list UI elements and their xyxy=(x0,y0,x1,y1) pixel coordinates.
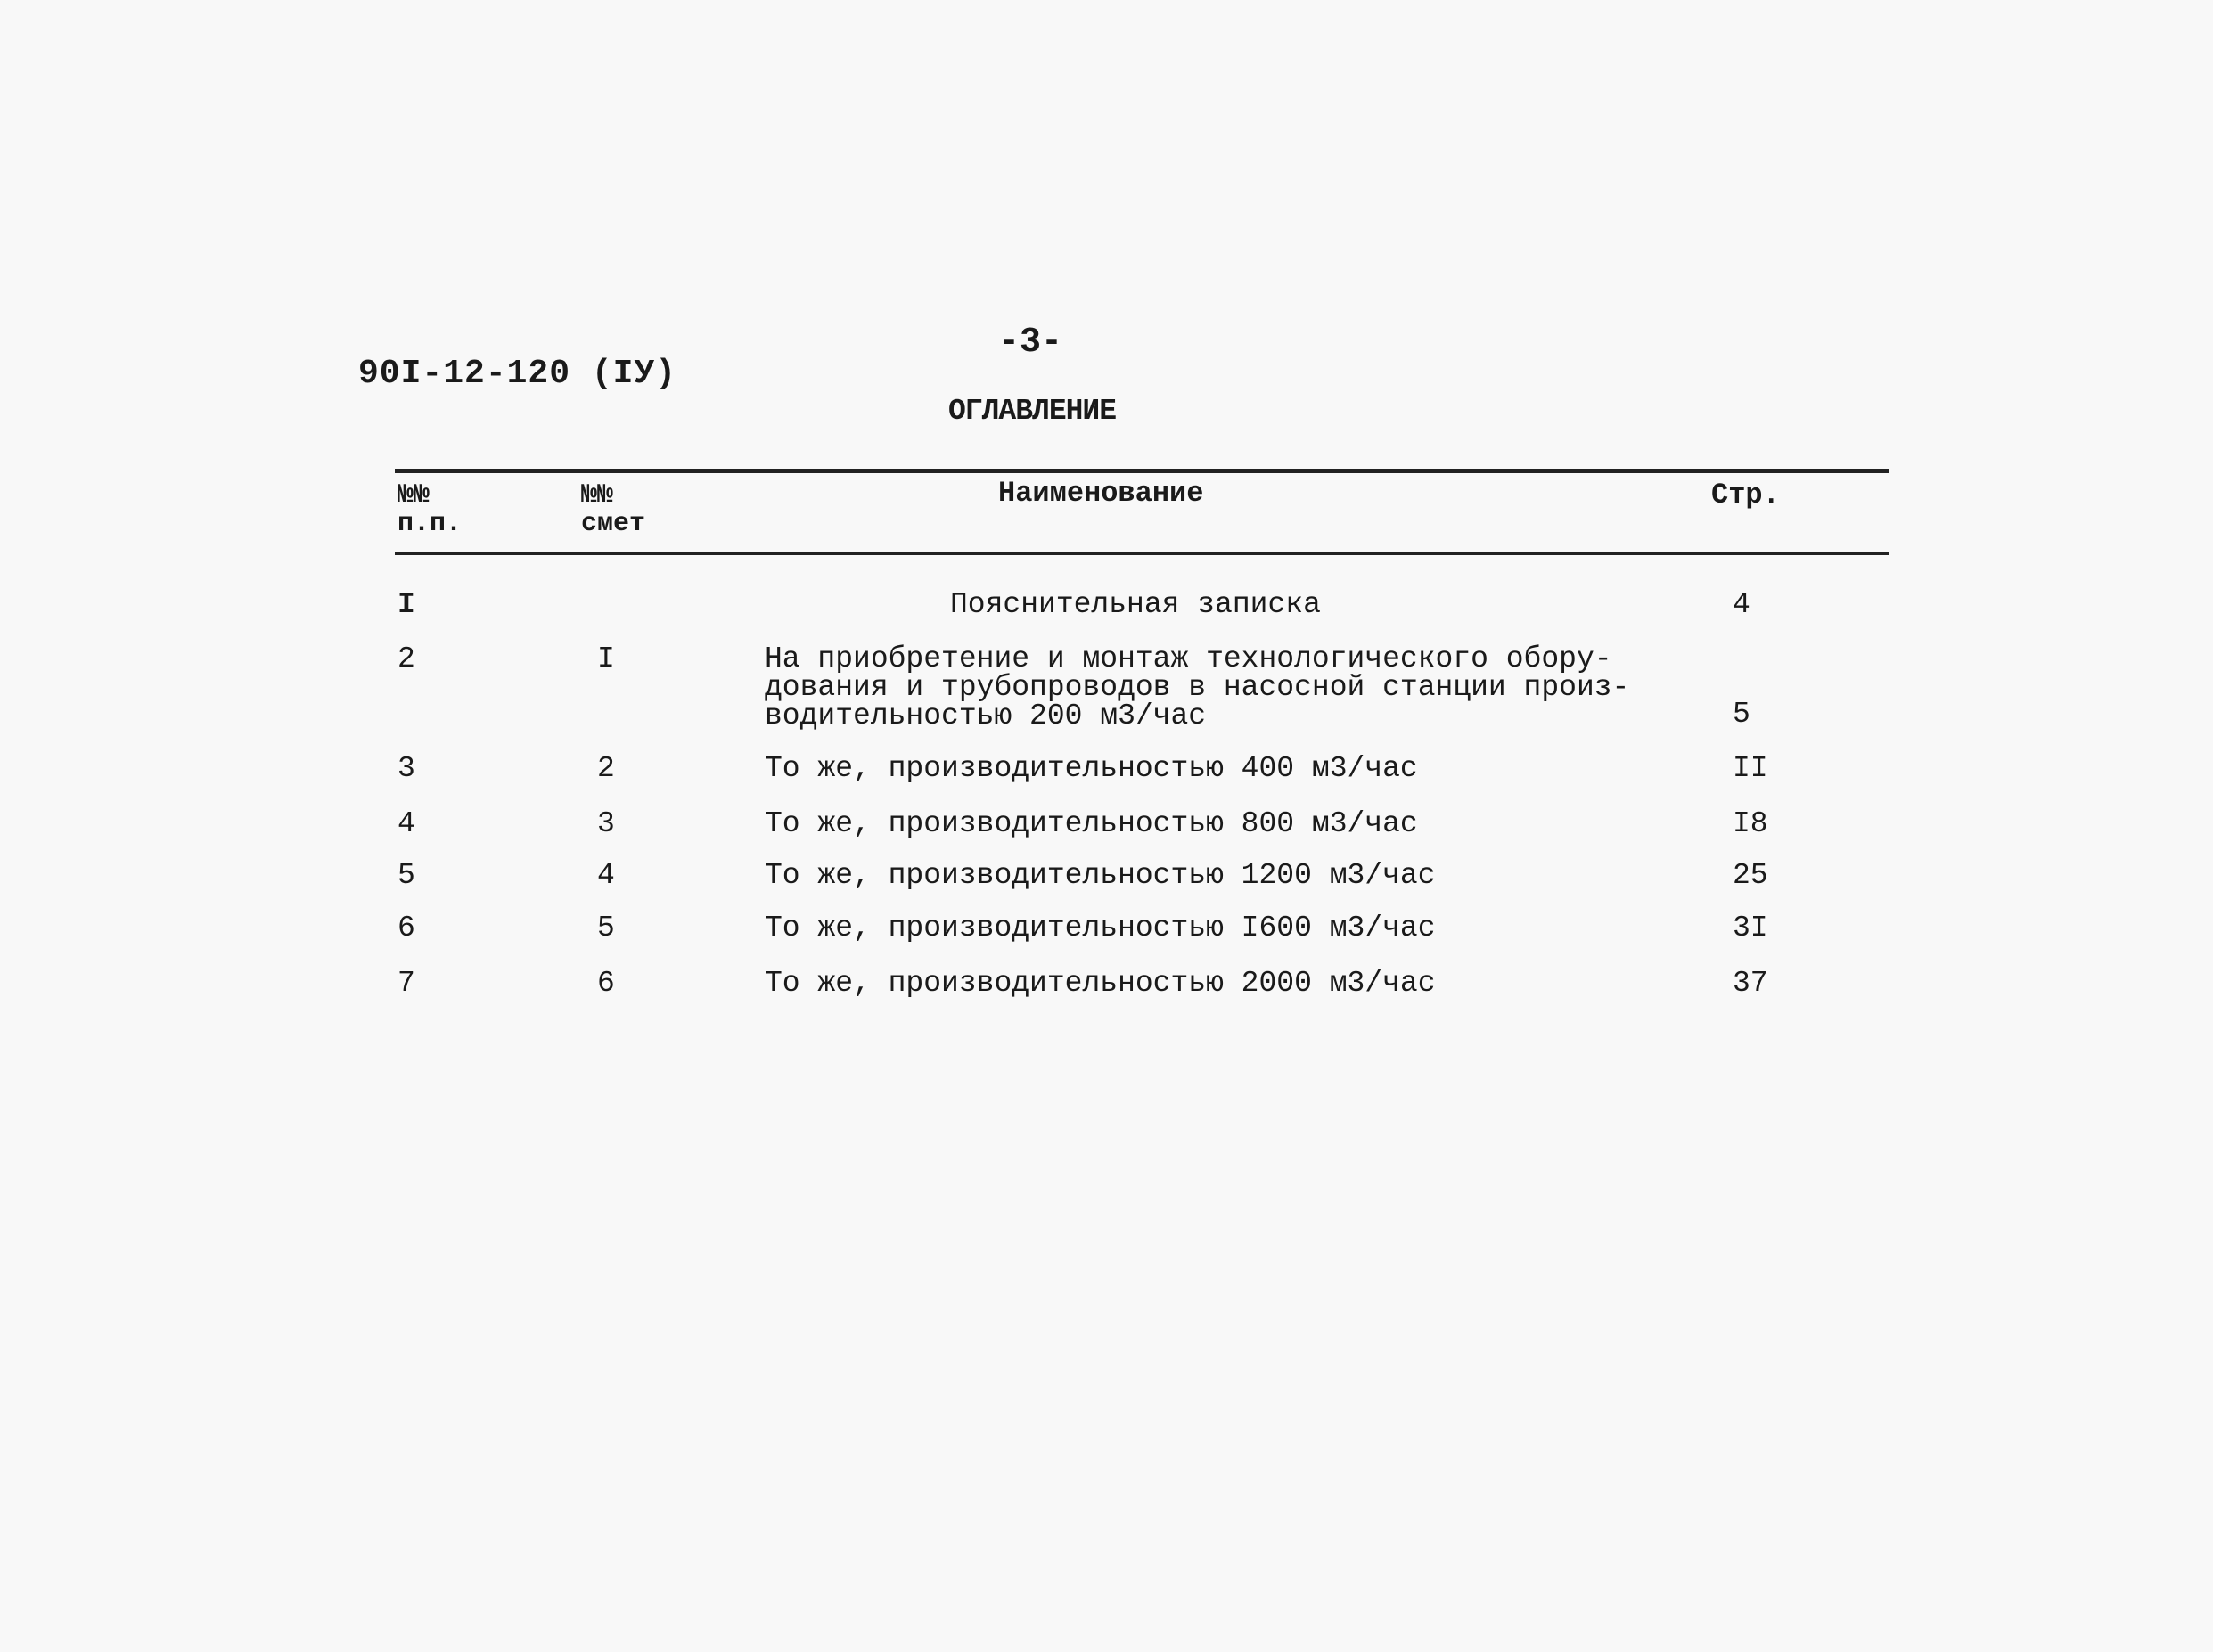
row-number: 3 xyxy=(398,752,415,785)
row-number: 6 xyxy=(398,912,415,945)
row-name: То же, производительностью 1200 м3/час xyxy=(765,859,1436,892)
row-estimate: 2 xyxy=(597,752,615,785)
column-header-number: №№ п.п. xyxy=(398,480,463,539)
row-number: 5 xyxy=(398,859,415,892)
row-page: 4 xyxy=(1733,588,1750,621)
row-estimate: 6 xyxy=(597,967,615,1000)
table-top-rule xyxy=(395,469,1889,473)
row-estimate: 4 xyxy=(597,859,615,892)
toc-title: ОГЛАВЛЕНИЕ xyxy=(948,395,1117,428)
row-estimate: I xyxy=(597,642,615,675)
column-header-page: Стр. xyxy=(1711,478,1780,511)
row-name: Пояснительная записка xyxy=(950,588,1321,621)
row-name: То же, производительностью I600 м3/час xyxy=(765,912,1436,945)
column-header-name: Наименование xyxy=(998,477,1204,510)
row-page: I8 xyxy=(1733,807,1768,840)
row-number: I xyxy=(398,588,415,621)
row-number: 7 xyxy=(398,967,415,1000)
row-estimate: 5 xyxy=(597,912,615,945)
row-estimate: 3 xyxy=(597,807,615,840)
row-name: То же, производительностью 2000 м3/час xyxy=(765,967,1436,1000)
column-header-estimate: №№ смет xyxy=(581,480,646,539)
row-page: 37 xyxy=(1733,967,1768,1000)
row-name: На приобретение и монтаж технологического обору- дования и трубопроводов в насосной станции произ- водительностью 200 м3/час xyxy=(765,642,1630,732)
row-name: То же, производительностью 800 м3/час xyxy=(765,807,1418,840)
row-page: 5 xyxy=(1733,698,1750,731)
document-code: 90I-12-120 (IУ) xyxy=(358,355,677,393)
row-name: То же, производительностью 400 м3/час xyxy=(765,752,1418,785)
table-header-rule xyxy=(395,552,1889,555)
row-page: 25 xyxy=(1733,859,1768,892)
row-number: 4 xyxy=(398,807,415,840)
page-number: -3- xyxy=(998,323,1063,363)
row-number: 2 xyxy=(398,642,415,675)
row-page: II xyxy=(1733,752,1768,785)
row-page: 3I xyxy=(1733,912,1768,945)
